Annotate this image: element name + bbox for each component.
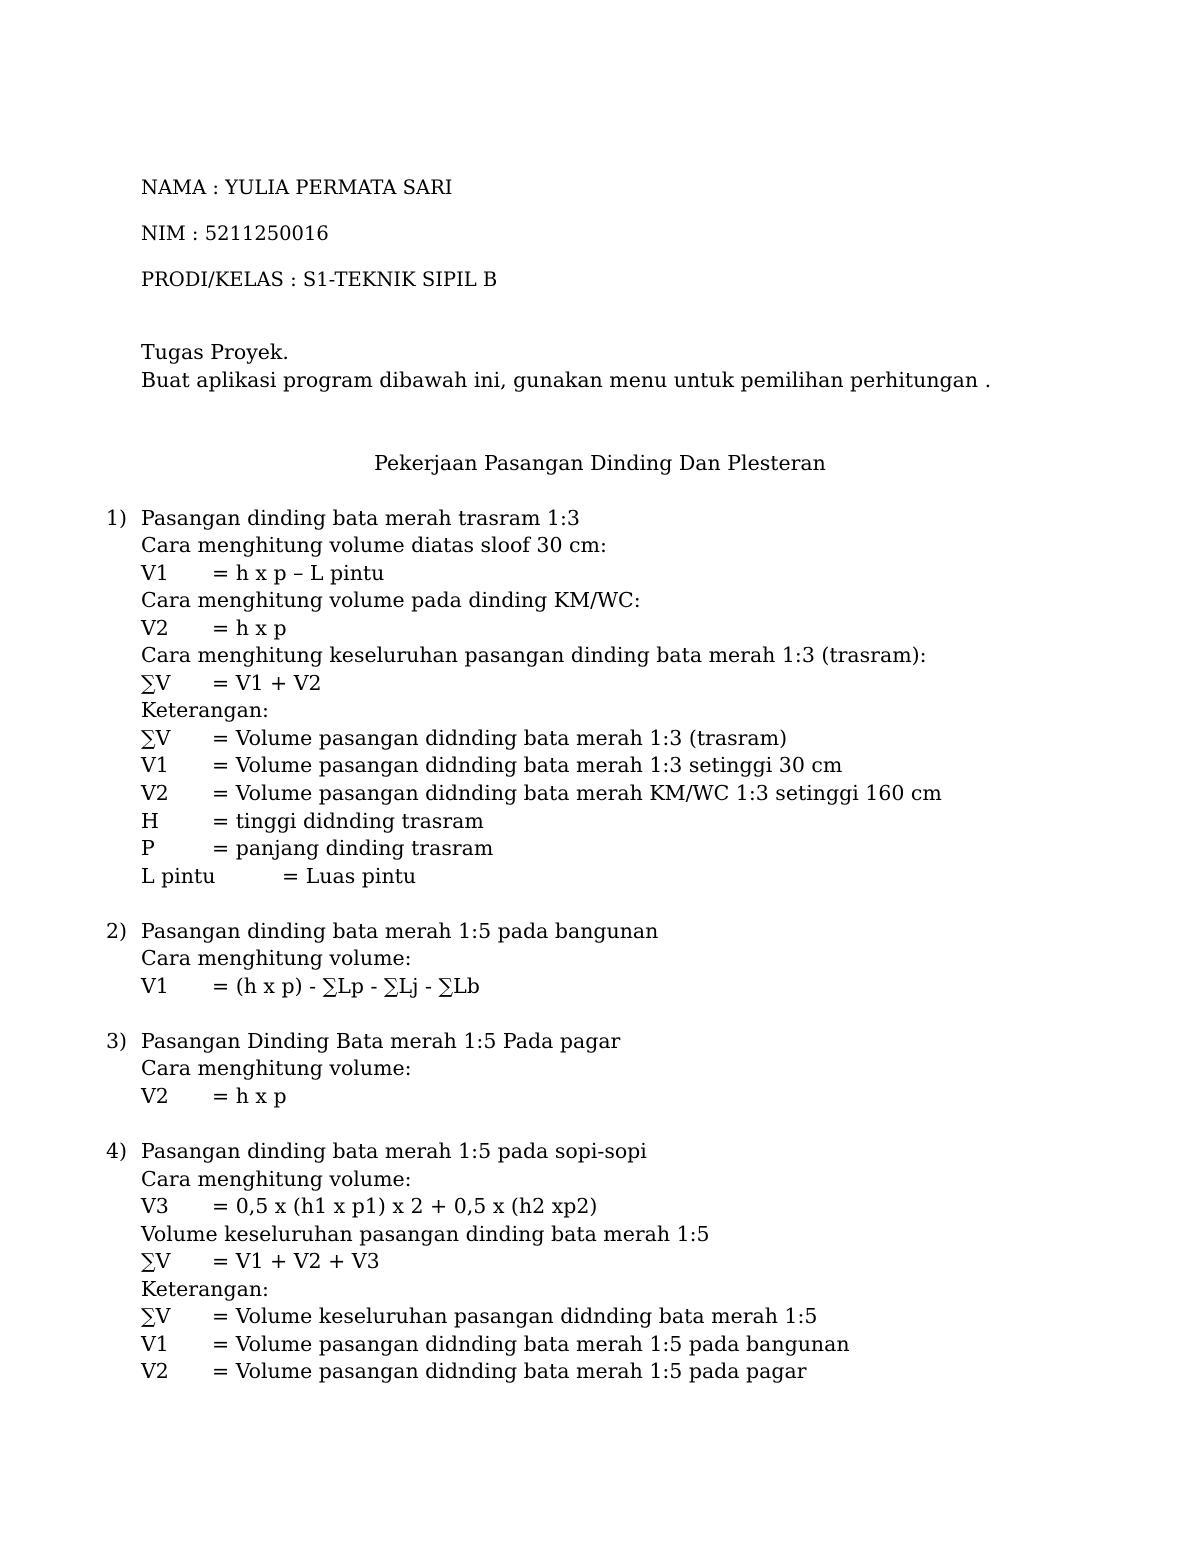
section-title: Pekerjaan Pasangan Dinding Dan Plesteran xyxy=(374,451,826,475)
formula-label: V1 xyxy=(141,561,169,585)
legend-label: L pintu xyxy=(141,864,216,888)
legend-value: = tinggi didnding trasram xyxy=(212,809,484,833)
legend-value: = Volume pasangan didnding bata merah 1:5 pada bangunan xyxy=(212,1332,850,1356)
formula-value: = h x p – L pintu xyxy=(212,561,385,585)
formula-label: V1 xyxy=(141,974,169,998)
task-instruction: Buat aplikasi program dibawah ini, gunakan menu untuk pemilihan perhitungan . xyxy=(141,368,992,392)
item-number: 1) xyxy=(106,506,128,530)
formula-value: = h x p xyxy=(212,616,287,640)
item-title: Pasangan dinding bata merah 1:5 pada sopi-sopi xyxy=(141,1139,647,1163)
student-prodi: PRODI/KELAS : S1-TEKNIK SIPIL B xyxy=(141,268,498,291)
item-title: Pasangan dinding bata merah 1:5 pada bangunan xyxy=(141,919,659,943)
item-line: Volume keseluruhan pasangan dinding bata merah 1:5 xyxy=(141,1222,710,1246)
item-title: Pasangan dinding bata merah trasram 1:3 xyxy=(141,506,580,530)
legend-label: V2 xyxy=(141,1359,169,1383)
student-nim: NIM : 5211250016 xyxy=(141,222,329,245)
legend-value: = Volume pasangan didnding bata merah 1:5 pada pagar xyxy=(212,1359,807,1383)
item-number: 3) xyxy=(106,1029,128,1053)
item-line: Cara menghitung keseluruhan pasangan dinding bata merah 1:3 (trasram): xyxy=(141,643,927,667)
formula-label: V3 xyxy=(141,1194,169,1218)
keterangan-heading: Keterangan: xyxy=(141,1277,269,1301)
legend-value: = Volume pasangan didnding bata merah 1:3 (trasram) xyxy=(212,726,788,750)
formula-label: ∑V xyxy=(141,1249,171,1273)
formula-value: = V1 + V2 + V3 xyxy=(212,1249,380,1273)
item-line: Cara menghitung volume pada dinding KM/WC: xyxy=(141,588,641,612)
legend-value: = Luas pintu xyxy=(282,864,417,888)
formula-label: V2 xyxy=(141,1084,169,1108)
legend-label: V1 xyxy=(141,1332,169,1356)
keterangan-heading: Keterangan: xyxy=(141,698,269,722)
task-title: Tugas Proyek. xyxy=(141,340,289,364)
item-line: Cara menghitung volume diatas sloof 30 cm: xyxy=(141,533,607,557)
item-line: Cara menghitung volume: xyxy=(141,946,412,970)
legend-label: H xyxy=(141,809,159,833)
formula-label: V2 xyxy=(141,616,169,640)
legend-label: V1 xyxy=(141,753,169,777)
item-line: Cara menghitung volume: xyxy=(141,1167,412,1191)
legend-label: ∑V xyxy=(141,1304,171,1328)
formula-value: = (h x p) - ∑Lp - ∑Lj - ∑Lb xyxy=(212,974,480,998)
student-name: NAMA : YULIA PERMATA SARI xyxy=(141,176,453,199)
item-number: 2) xyxy=(106,919,128,943)
legend-value: = Volume keseluruhan pasangan didnding bata merah 1:5 xyxy=(212,1304,818,1328)
item-line: Cara menghitung volume: xyxy=(141,1056,412,1080)
formula-value: = h x p xyxy=(212,1084,287,1108)
legend-value: = Volume pasangan didnding bata merah KM/WC 1:3 setinggi 160 cm xyxy=(212,781,942,805)
formula-value: = V1 + V2 xyxy=(212,671,322,695)
item-title: Pasangan Dinding Bata merah 1:5 Pada pagar xyxy=(141,1029,621,1053)
legend-label: ∑V xyxy=(141,726,171,750)
legend-label: V2 xyxy=(141,781,169,805)
formula-label: ∑V xyxy=(141,671,171,695)
item-number: 4) xyxy=(106,1139,128,1163)
legend-label: P xyxy=(141,836,155,860)
legend-value: = Volume pasangan didnding bata merah 1:3 setinggi 30 cm xyxy=(212,753,843,777)
formula-value: = 0,5 x (h1 x p1) x 2 + 0,5 x (h2 xp2) xyxy=(212,1194,598,1218)
legend-value: = panjang dinding trasram xyxy=(212,836,494,860)
